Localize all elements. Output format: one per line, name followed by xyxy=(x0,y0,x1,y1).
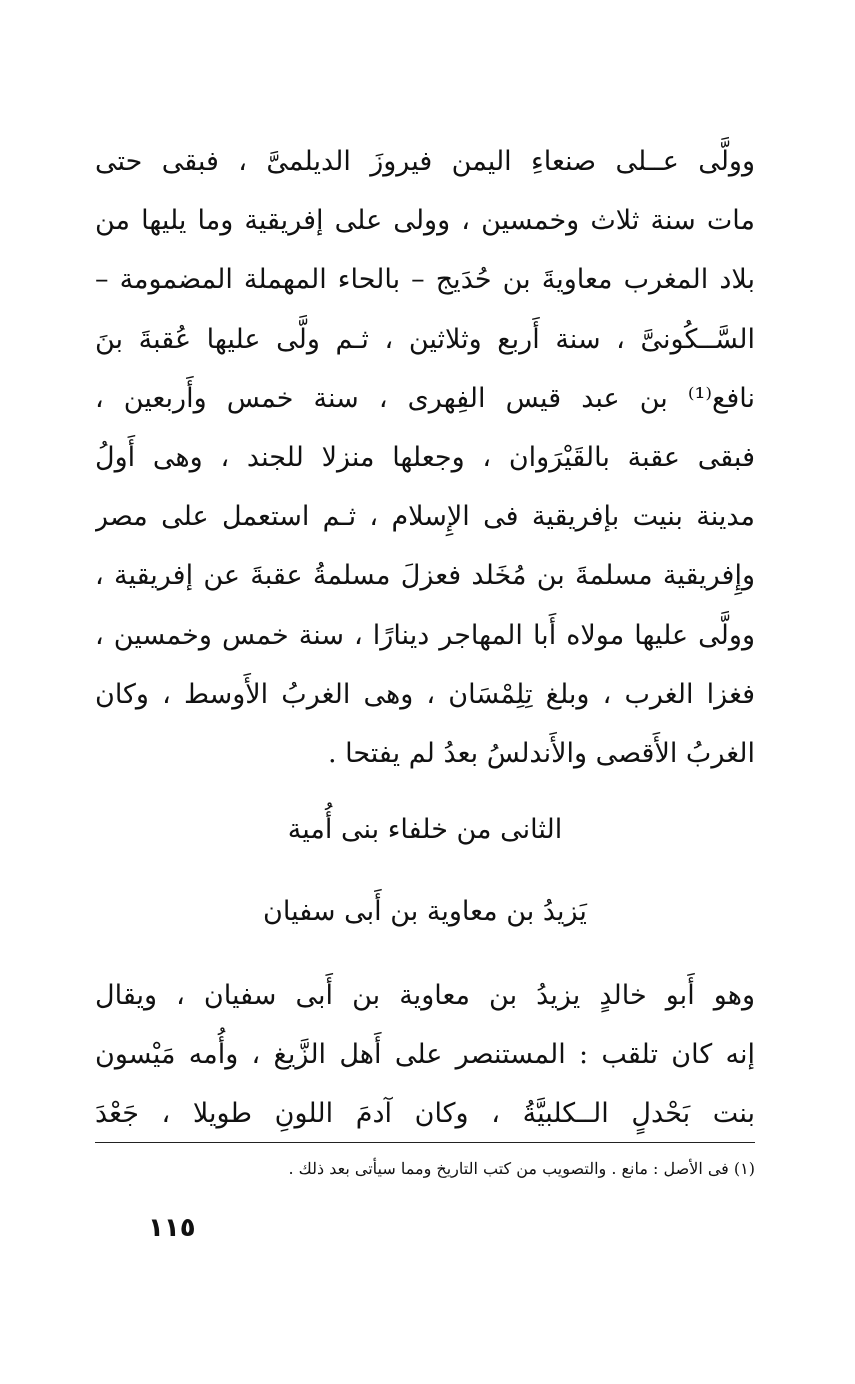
text-line: إنه كان تلقب : المستنصر على أَهل الزَّيغ ، وأُمه مَيْسون xyxy=(95,1039,755,1071)
section-heading: الثانى من خلفاء بنى أُمية xyxy=(287,814,563,845)
text-line: الغربُ الأَقصى والأَندلسُ بعدُ لم يفتحا . xyxy=(327,737,755,769)
text-line: السَّــكُونىَّ ، سنة أَربع وثلاثين ، ثـم ولَّى عليها عُقبةَ بنَ xyxy=(95,323,755,355)
text-line: وهو أَبو خالدٍ يزيدُ بن معاوية بن أَبى سفيان ، ويقال xyxy=(95,980,755,1011)
section-subheading: يَزيدُ بن معاوية بن أَبى سفيان xyxy=(263,896,587,927)
text-line: نافع⁽¹⁾ بن عبد قيس الفِهرى ، سنة خمس وأَربعين ، xyxy=(95,382,755,414)
text-line: بنت بَحْدلٍ الــكلبيَّةُ ، وكان آدمَ اللونِ طويلا ، جَعْدَ xyxy=(95,1098,755,1130)
text-line: فغزا الغرب ، وبلغ تِلِمْسَان ، وهى الغربُ الأَوسط ، وكان xyxy=(95,678,755,710)
paragraph-2 xyxy=(95,966,755,1144)
text-line: بلاد المغرب معاويةَ بن حُدَيج – بالحاء المهملة المضمومة – xyxy=(95,264,755,296)
page-number: ١١٥ xyxy=(148,1213,196,1243)
text-line: وولَّى عليها مولاه أَبا المهاجر دينارًا ، سنة خمس وخمسين ، xyxy=(95,619,755,651)
text-line: وولَّى عــلى صنعاءِ اليمن فيروزَ الديلمىَّ ، فبقى حتى xyxy=(95,146,755,177)
paragraph-1 xyxy=(95,132,755,783)
footnote-divider xyxy=(95,1142,755,1143)
text-line: مات سنة ثلاث وخمسين ، وولى على إفريقية وما يليها من xyxy=(95,205,755,237)
footnote: (١) فى الأصل : مانع . والتصويب من كتب التاريخ ومما سيأتى بعد ذلك . xyxy=(288,1159,755,1178)
text-line: وإِفريقية مسلمةَ بن مُخَلد فعزلَ مسلمةُ عقبةَ عن إفريقية ، xyxy=(95,560,755,592)
text-line: مدينة بنيت بإفريقية فى الإِسلام ، ثـم استعمل على مصر xyxy=(95,501,755,533)
text-line: فبقى عقبة بالقَيْرَوان ، وجعلها منزلا للجند ، وهى أَولُ xyxy=(95,441,755,473)
